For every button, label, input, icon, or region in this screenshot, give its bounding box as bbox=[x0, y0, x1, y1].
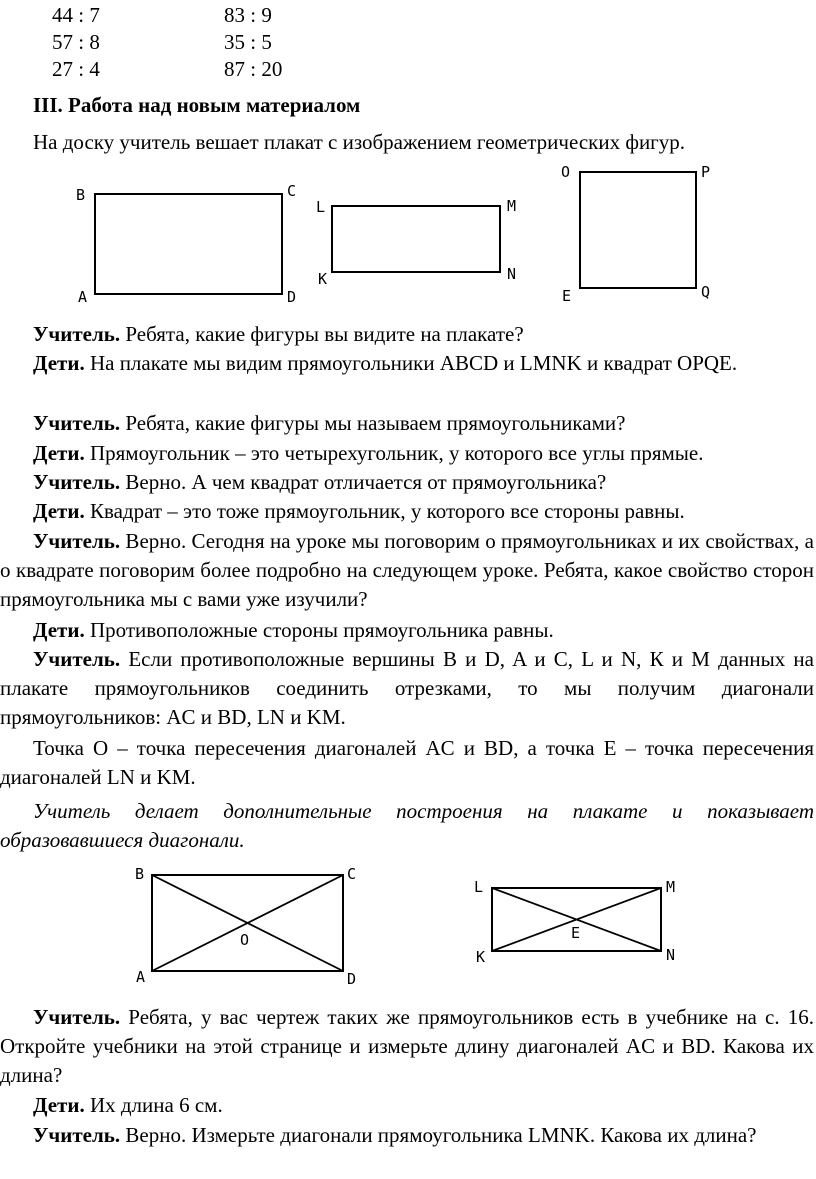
vertex-label-m: M bbox=[507, 197, 517, 215]
intro-paragraph: На доску учитель вешает плакат с изображением геометрических фигур. bbox=[33, 130, 686, 154]
dialogue-text: Противоположные стороны прямоугольника равны. bbox=[84, 618, 554, 642]
exercise-row bbox=[52, 29, 272, 55]
vertex-label-c: C bbox=[287, 182, 297, 200]
vertex-label-q: Q bbox=[701, 283, 711, 301]
exercise-right: 83 : 9 bbox=[224, 3, 272, 27]
dialogue-line bbox=[0, 349, 814, 378]
speaker-label: Дети. bbox=[33, 618, 85, 642]
dialogue-line bbox=[0, 1091, 814, 1120]
exercise-right: 87 : 20 bbox=[224, 57, 283, 81]
dialogue-text: На плакате мы видим прямоугольники ABCD и LMNK и квадрат OPQE. bbox=[84, 351, 738, 375]
dialogue-text: Точка O – точка пересечения диагоналей AC и BD, а точка E – точка пересечения диагоналей LN и KM. bbox=[0, 736, 814, 789]
vertex-label-l: L bbox=[316, 198, 326, 216]
vertex-label-o: O bbox=[561, 163, 571, 181]
dialogue-line bbox=[0, 616, 814, 645]
dialogue-text: Верно. Сегодня на уроке мы поговорим о прямоугольниках и их свойствах, а о квадрате поговорим более подробно на следующем уроке. Ребята, какое свойство сторон прямоугольника мы с вами уже изучили? bbox=[0, 529, 814, 611]
dialogue-line bbox=[0, 497, 814, 526]
exercise-row bbox=[52, 2, 272, 28]
dialogue-text: Ребята, какие фигуры мы называем прямоугольниками? bbox=[120, 411, 626, 435]
square-opqe bbox=[580, 172, 696, 288]
speaker-label: Учитель. bbox=[33, 411, 121, 435]
vertex-label-a: A bbox=[136, 968, 146, 986]
figure-rectangles-diagonals bbox=[0, 860, 816, 990]
vertex-label-b: B bbox=[135, 865, 145, 883]
dialogue-text: Квадрат – это тоже прямоугольник, у которого все стороны равны. bbox=[84, 499, 685, 523]
speaker-label: Учитель. bbox=[33, 1123, 121, 1147]
speaker-label: Дети. bbox=[33, 351, 85, 375]
exercise-left: 27 : 4 bbox=[52, 57, 100, 81]
vertex-label-n: N bbox=[507, 265, 517, 283]
exercise-left: 57 : 8 bbox=[52, 30, 100, 54]
vertex-label-m: M bbox=[666, 878, 676, 896]
rectangle-abcd bbox=[95, 194, 282, 294]
dialogue-text: Верно. Измерьте диагонали прямоугольника LMNK. Какова их длина? bbox=[120, 1123, 757, 1147]
speaker-label: Дети. bbox=[33, 1093, 85, 1117]
dialogue-text: Прямоугольник – это четырехугольник, у которого все углы прямые. bbox=[84, 441, 704, 465]
speaker-label: Дети. bbox=[33, 441, 85, 465]
vertex-label-p: P bbox=[701, 163, 711, 181]
dialogue-line bbox=[0, 468, 814, 497]
exercise-left: 44 : 7 bbox=[52, 3, 100, 27]
dialogue-line bbox=[0, 734, 814, 792]
section-heading: III. Работа над новым материалом bbox=[33, 93, 361, 117]
dialogue-line bbox=[0, 409, 814, 438]
speaker-label: Учитель. bbox=[33, 529, 121, 553]
dialogue-line bbox=[0, 1003, 814, 1090]
vertex-label-e: E bbox=[562, 287, 572, 305]
vertex-label-d: D bbox=[347, 970, 357, 988]
dialogue-line bbox=[0, 1121, 814, 1150]
dialogue-text: Верно. А чем квадрат отличается от прямоугольника? bbox=[120, 470, 607, 494]
speaker-label: Учитель. bbox=[33, 322, 121, 346]
dialogue-line bbox=[0, 645, 814, 732]
exercise-right: 35 : 5 bbox=[224, 30, 272, 54]
dialogue-line bbox=[0, 527, 814, 614]
dialogue-line bbox=[0, 439, 814, 468]
speaker-label: Учитель. bbox=[33, 647, 121, 671]
speaker-label: Учитель. bbox=[33, 470, 121, 494]
vertex-label-b: B bbox=[76, 186, 86, 204]
vertex-label-d: D bbox=[287, 288, 297, 306]
dialogue-line bbox=[0, 320, 814, 349]
dialogue-text: Ребята, какие фигуры вы видите на плакате? bbox=[120, 322, 524, 346]
dialogue-text: Если противоположные вершины B и D, A и C, L и N, К и M данных на плакате прямоугольников соединить отрезками, то мы получим диагонали прямоугольников: AC и BD, LN и KM. bbox=[0, 647, 814, 729]
intersection-label-o: O bbox=[240, 931, 250, 949]
speaker-label: Учитель. bbox=[33, 1005, 121, 1029]
dialogue-text: Их длина 6 см. bbox=[84, 1093, 223, 1117]
intersection-label-e: E bbox=[571, 924, 581, 942]
speaker-label: Дети. bbox=[33, 499, 85, 523]
vertex-label-c: C bbox=[347, 865, 357, 883]
vertex-label-k: K bbox=[476, 948, 486, 966]
rectangle-lmnk bbox=[332, 206, 500, 272]
vertex-label-k: K bbox=[318, 270, 328, 288]
exercise-row bbox=[52, 56, 282, 82]
vertex-label-l: L bbox=[474, 878, 484, 896]
vertex-label-a: A bbox=[78, 288, 88, 306]
stage-direction: Учитель делает дополнительные построения на плакате и показывает образовавшиеся диагонали. bbox=[0, 799, 814, 852]
figure-rectangles-poster bbox=[0, 160, 816, 310]
vertex-label-n: N bbox=[666, 946, 676, 964]
dialogue-text: Ребята, у вас чертеж таких же прямоугольников есть в учебнике на с. 16. Откройте учебники на этой странице и измерьте длину диагоналей AC и BD. Какова их длина? bbox=[0, 1005, 814, 1087]
